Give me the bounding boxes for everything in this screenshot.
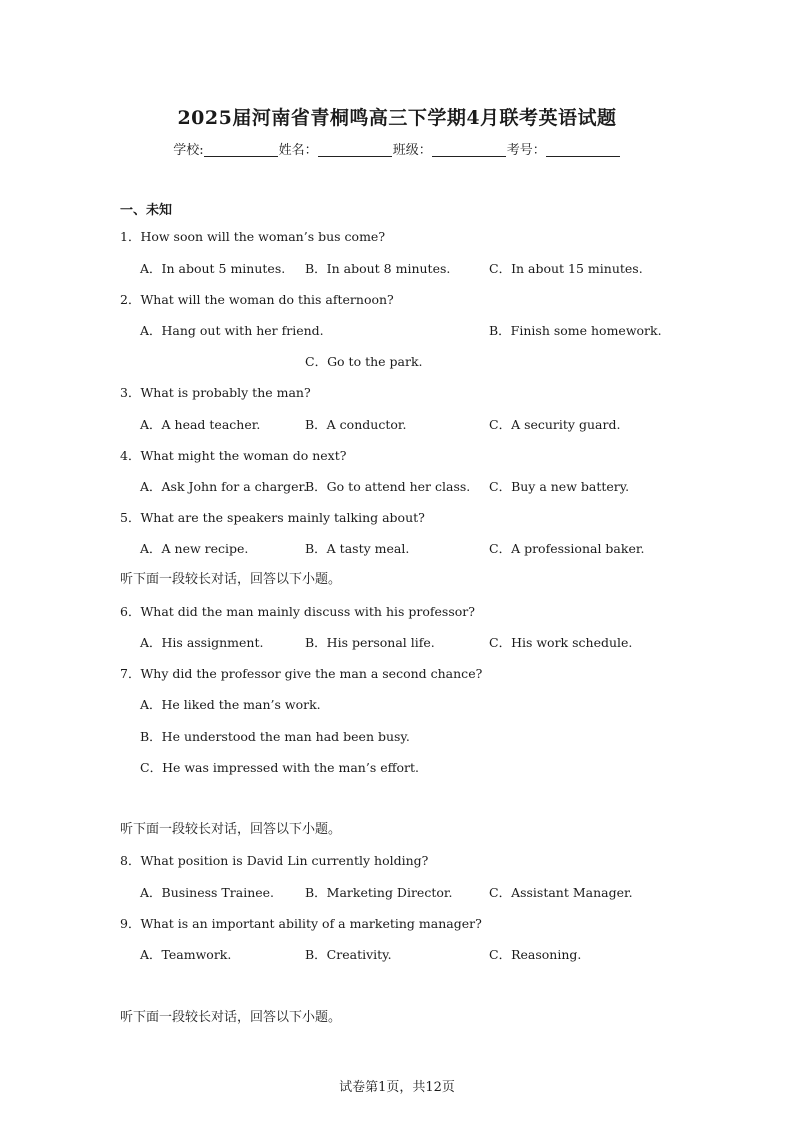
name-blank (318, 143, 392, 157)
question-stem (120, 229, 385, 245)
question-stem (120, 448, 346, 464)
option-b: B．Marketing Director. (305, 885, 453, 900)
option-c: C．Reasoning. (489, 947, 582, 962)
option-b: B．A tasty meal. (305, 541, 410, 556)
class-blank (432, 143, 506, 157)
listening-instruction: 听下面一段较长对话，回答以下小题。 (120, 1010, 342, 1025)
option-b: B．In about 8 minutes. (305, 261, 451, 276)
option-b: B．Creativity. (305, 947, 392, 962)
option-a: A．A head teacher. (140, 417, 261, 432)
option-a: A．A new recipe. (140, 541, 249, 556)
option-c: C．A professional baker. (489, 541, 645, 556)
question-number: 2． (120, 292, 141, 307)
question-text: What did the man mainly discuss with his professor? (140, 604, 475, 619)
exam-number-blank (546, 143, 620, 157)
question-stem (120, 853, 428, 869)
question-stem (120, 385, 311, 401)
question-stem (120, 604, 475, 620)
question-text: What position is David Lin currently holding? (140, 853, 429, 868)
page-footer: 试卷第1页，共12页 (339, 1080, 455, 1095)
question-number: 3． (120, 385, 141, 400)
question-text: How soon will the woman’s bus come? (140, 229, 386, 244)
exam-title: 2025届河南省青桐鸣高三下学期4月联考英语试题 (177, 107, 617, 129)
student-info-line (0, 139, 794, 158)
option-c: C．A security guard. (489, 417, 621, 432)
option-b: B．His personal life. (305, 635, 435, 650)
question-text: What is probably the man? (140, 385, 311, 400)
exam-number-label: 考号： (506, 143, 546, 158)
option-a: A．Business Trainee. (140, 885, 275, 900)
option-b: B．A conductor. (305, 417, 407, 432)
question-number: 4． (120, 448, 141, 463)
option-a: A．Hang out with her friend. (140, 323, 324, 338)
question-text: What are the speakers mainly talking about? (140, 510, 425, 525)
question-stem (120, 510, 425, 526)
option-c: C．He was impressed with the man’s effort. (140, 760, 419, 775)
option-a: A．In about 5 minutes. (140, 261, 286, 276)
question-stem (120, 292, 394, 308)
class-label: 班级： (392, 143, 432, 158)
option-b: B．Finish some homework. (489, 323, 662, 338)
question-text: What will the woman do this afternoon? (140, 292, 394, 307)
question-number: 1． (120, 229, 141, 244)
option-c: C．His work schedule. (489, 635, 633, 650)
question-text: What might the woman do next? (140, 448, 347, 463)
school-label: 学校: (173, 143, 204, 158)
question-number: 5． (120, 510, 141, 525)
section-heading: 一、未知 (120, 203, 173, 218)
option-b: B．He understood the man had been busy. (140, 729, 410, 744)
name-label: 姓名： (278, 143, 318, 158)
question-stem (120, 916, 482, 932)
listening-instruction: 听下面一段较长对话，回答以下小题。 (120, 822, 342, 837)
question-number: 6． (120, 604, 141, 619)
option-c: C．In about 15 minutes. (489, 261, 643, 276)
option-c: C．Go to the park. (305, 354, 423, 369)
option-c: C．Buy a new battery. (489, 479, 630, 494)
option-a: A．He liked the man’s work. (140, 697, 321, 712)
school-blank (204, 143, 278, 157)
option-b: B．Go to attend her class. (305, 479, 471, 494)
question-text: Why did the professor give the man a second chance? (140, 666, 483, 681)
question-text: What is an important ability of a marketing manager? (140, 916, 482, 931)
question-number: 7． (120, 666, 141, 681)
question-number: 8． (120, 853, 141, 868)
question-stem (120, 666, 482, 682)
question-number: 9． (120, 916, 141, 931)
listening-instruction: 听下面一段较长对话，回答以下小题。 (120, 572, 342, 587)
option-a: A．Teamwork. (140, 947, 232, 962)
option-c: C．Assistant Manager. (489, 885, 633, 900)
option-a: A．Ask John for a charger. (140, 479, 308, 494)
option-a: A．His assignment. (140, 635, 264, 650)
